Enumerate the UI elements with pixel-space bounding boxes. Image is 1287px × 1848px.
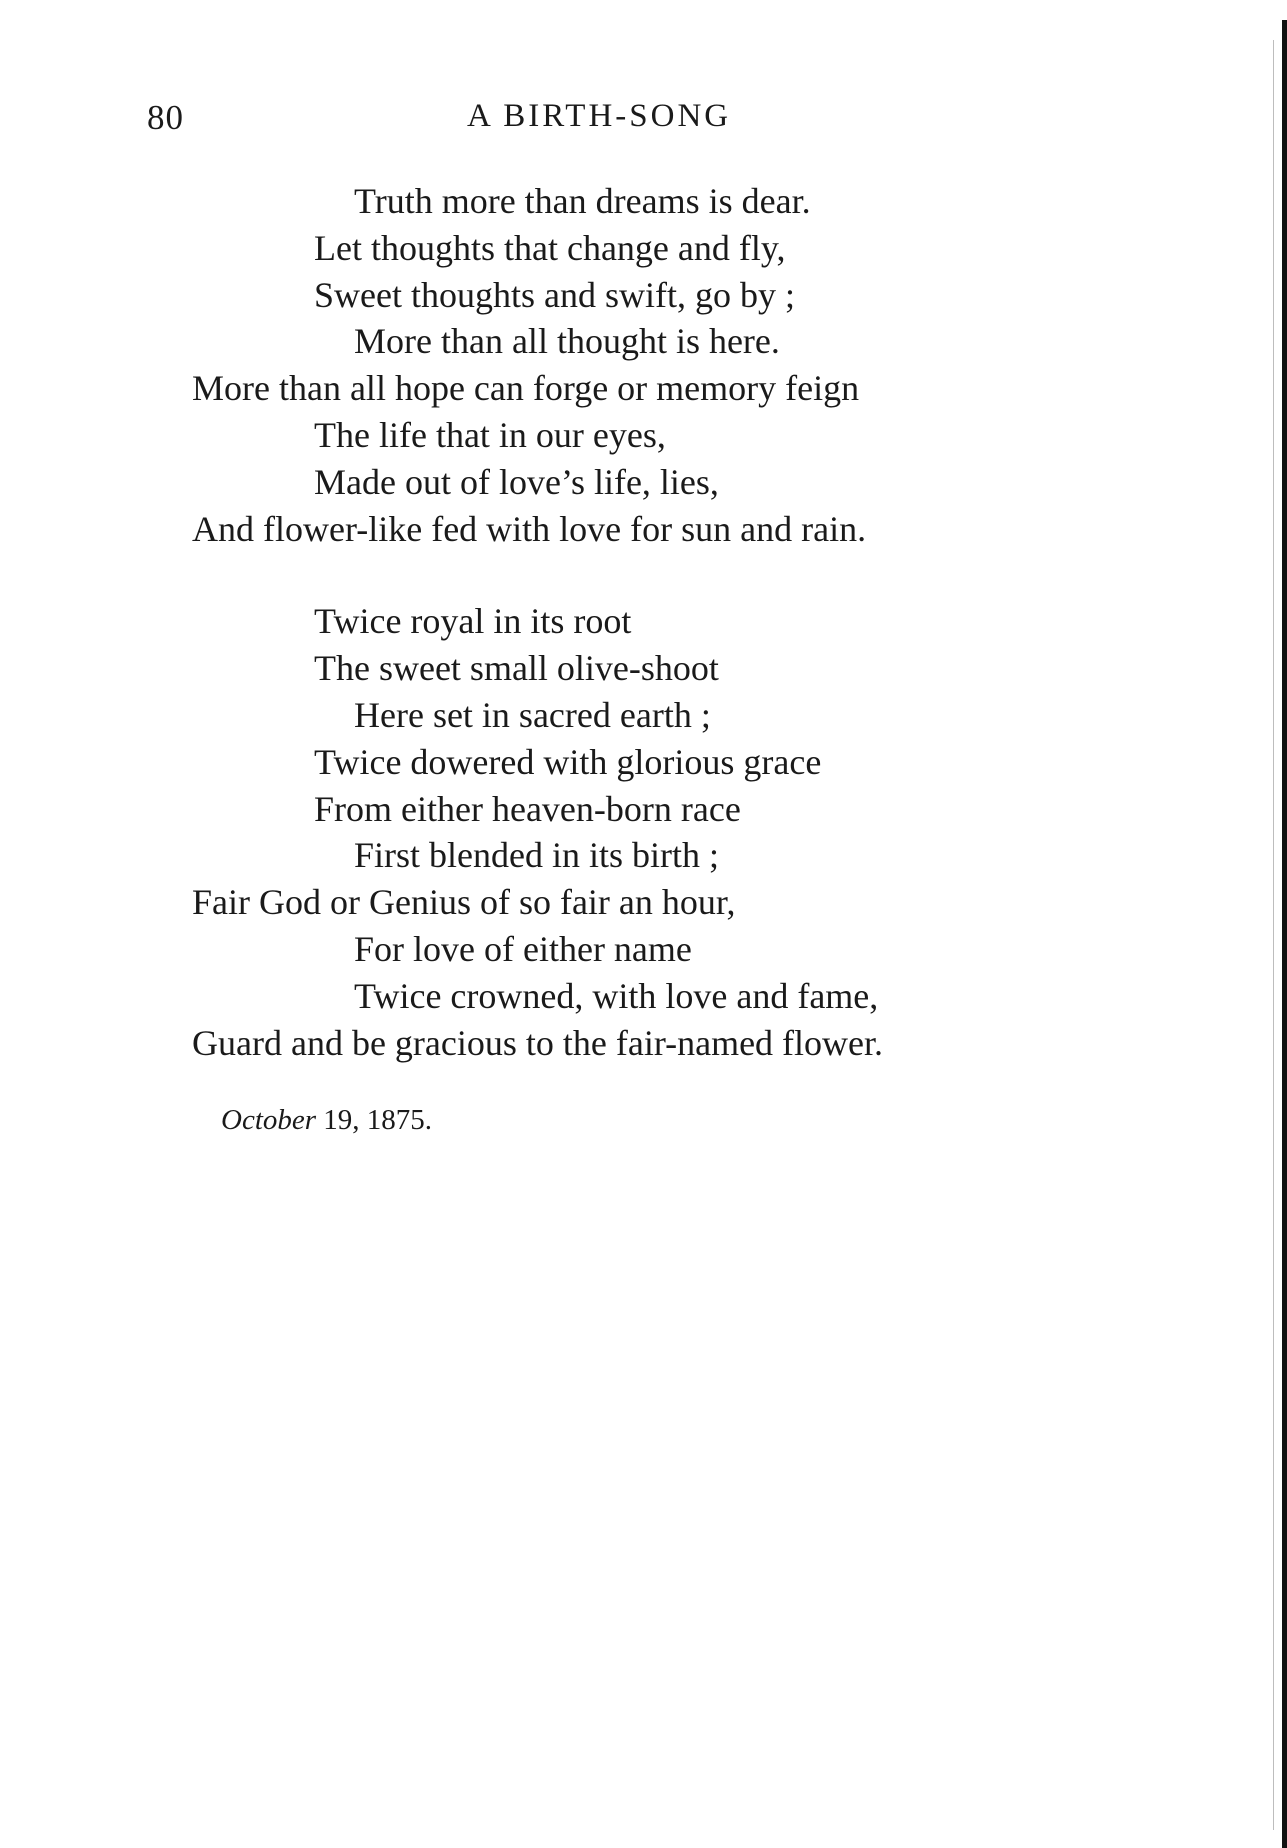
page-number: 80	[147, 98, 184, 137]
poem-line: Twice crowned, with love and fame,	[354, 975, 879, 1016]
poem-line: Twice dowered with glorious grace	[314, 741, 822, 782]
poem-line: Twice royal in its root	[314, 601, 632, 642]
page-edge-shadow	[1273, 40, 1274, 1830]
stanza-break	[0, 552, 1287, 598]
poem-line: Fair God or Genius of so fair an hour,	[192, 882, 736, 923]
poem-line: Let thoughts that change and fly,	[314, 227, 786, 268]
poem-line: Here set in sacred earth ;	[354, 694, 711, 735]
dateline	[221, 1104, 432, 1137]
poem-line: The sweet small olive-shoot	[314, 648, 719, 689]
poem-line: For love of either name	[354, 928, 692, 969]
poem-line: Sweet thoughts and swift, go by ;	[314, 274, 795, 315]
running-title: A BIRTH-SONG	[467, 98, 732, 134]
poem-line: More than all thought is here.	[354, 321, 780, 362]
poem-line: The life that in our eyes,	[314, 414, 666, 455]
poem-line: And flower-like fed with love for sun and rain.	[192, 508, 867, 549]
poem-line: Truth more than dreams is dear.	[354, 181, 811, 221]
dateline-date: 19, 1875.	[323, 1104, 433, 1136]
poem-line: More than all hope can forge or memory feign	[192, 368, 860, 409]
poem-line: From either heaven-born race	[314, 788, 741, 829]
dateline-month: October	[221, 1104, 317, 1136]
running-head	[0, 98, 1287, 142]
stanza-1	[0, 178, 1287, 552]
page-edge-rule	[1282, 20, 1287, 1848]
poem-line: First blended in its birth ;	[354, 835, 719, 876]
poem-line: Guard and be gracious to the fair-named flower.	[192, 1022, 884, 1063]
stanza-2	[0, 598, 1287, 1066]
poem-line: Made out of love’s life, lies,	[314, 461, 719, 502]
poem	[0, 178, 1287, 1066]
